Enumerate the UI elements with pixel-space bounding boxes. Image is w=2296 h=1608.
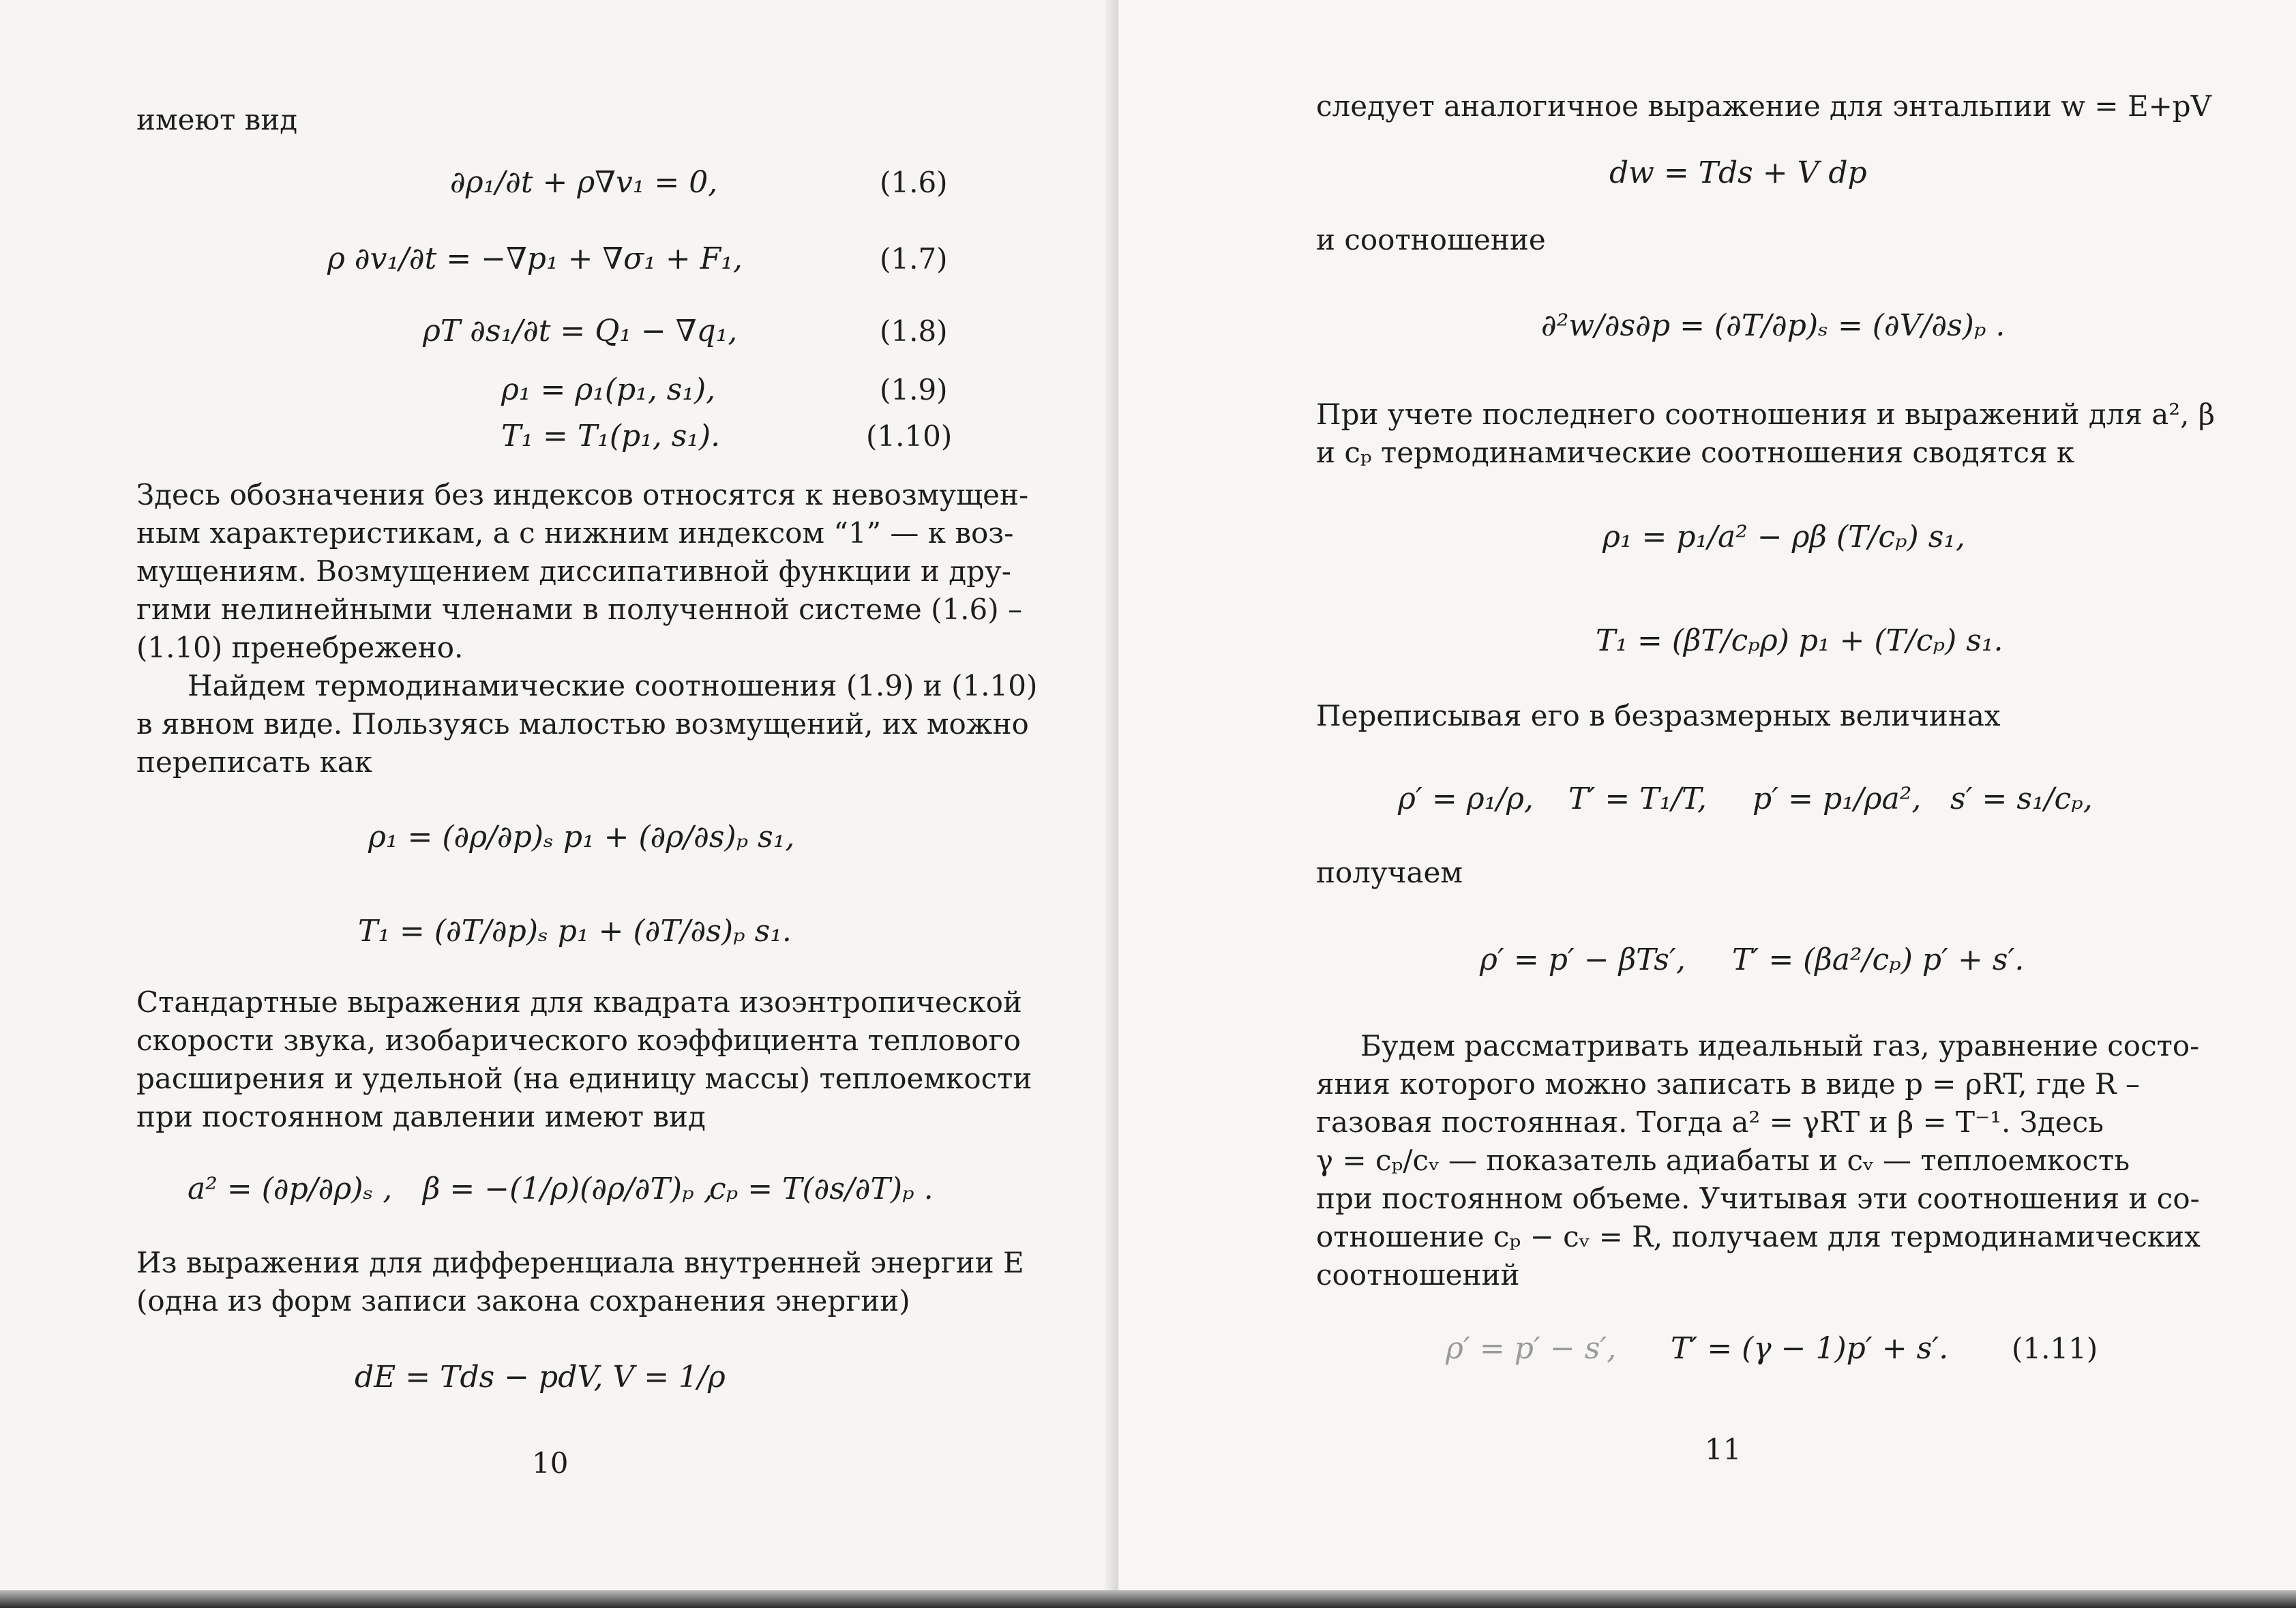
text-line: Здесь обозначения без индексов относятся к невозмущен-: [136, 478, 1029, 511]
text-line: (1.10) пренебрежено.: [136, 631, 464, 664]
text-line: в явном виде. Пользуясь малостью возмущений, их можно: [136, 707, 1029, 741]
equation-p-prime: p′ = p₁/ρa²,: [1753, 781, 1922, 816]
equation-cp: cₚ = T(∂s/∂T)ₚ .: [709, 1172, 934, 1206]
page-number: 10: [532, 1446, 569, 1480]
text-line: Найдем термодинамические соотношения (1.9) и (1.10): [188, 669, 1038, 702]
equation-result-rho: ρ′ = p′ − βTs′,: [1480, 942, 1686, 977]
text-line: Переписывая его в безразмерных величинах: [1316, 699, 2001, 732]
text-line: скорости звука, изобарического коэффициента теплового: [136, 1024, 1021, 1057]
equation-maxwell: ∂²w/∂s∂p = (∂T/∂p)ₛ = (∂V/∂s)ₚ .: [1541, 308, 2006, 343]
equation-dE: dE = Tds − pdV, V = 1/ρ: [355, 1360, 726, 1395]
text-line: переписать как: [136, 745, 373, 779]
equation-rho-prime: ρ′ = ρ₁/ρ,: [1398, 781, 1534, 816]
equation-t1-derivative: T₁ = (∂T/∂p)ₛ p₁ + (∂T/∂s)ₚ s₁.: [358, 914, 792, 949]
text-line: яния которого можно записать в виде p = ρRT, где R –: [1316, 1067, 2141, 1101]
equation-1-7: ρ ∂v₁/∂t = −∇p₁ + ∇σ₁ + F₁,: [327, 241, 743, 276]
equation-rho1-derivative: ρ₁ = (∂ρ/∂p)ₛ p₁ + (∂ρ/∂s)ₚ s₁,: [368, 820, 795, 854]
equation-number: (1.8): [880, 314, 948, 348]
text-line: газовая постоянная. Тогда a² = γRT и β = T⁻¹. Здесь: [1316, 1105, 2104, 1139]
right-page: [1118, 0, 2296, 1608]
text-line: отношение cₚ − cᵥ = R, получаем для термодинамических: [1316, 1220, 2201, 1253]
text-line: Из выражения для дифференциала внутренней энергии E: [136, 1246, 1024, 1279]
equation-rho1-ideal: ρ₁ = p₁/a² − ρβ (T/cₚ) s₁,: [1602, 520, 1965, 554]
equation-1-6: ∂ρ₁/∂t + ρ∇v₁ = 0,: [450, 165, 718, 200]
text-line: Будем рассматривать идеальный газ, уравнение состо-: [1360, 1029, 2200, 1062]
left-page: [0, 0, 1118, 1608]
equation-1-11-rho: ρ′ = p′ − s′,: [1446, 1331, 1617, 1366]
equation-number: (1.6): [880, 166, 948, 199]
text-line: и соотношение: [1316, 223, 1546, 256]
equation-result-t: T′ = (βa²/cₚ) p′ + s′.: [1732, 942, 2025, 977]
equation-1-11-t: T′ = (γ − 1)p′ + s′.: [1671, 1331, 1949, 1366]
equation-t1-ideal: T₁ = (βT/cₚρ) p₁ + (T/cₚ) s₁.: [1596, 623, 2003, 658]
equation-number: (1.11): [2012, 1332, 2098, 1365]
equation-number: (1.9): [880, 373, 948, 406]
equation-number: (1.7): [880, 242, 948, 276]
equation-dw: dw = Tds + V dp: [1609, 155, 1867, 190]
text-line: При учете последнего соотношения и выражений для a², β: [1316, 398, 2216, 431]
page-number: 11: [1705, 1433, 1742, 1466]
text-line: имеют вид: [136, 103, 298, 136]
text-line: получаем: [1316, 856, 1463, 889]
page-bottom-edge: [0, 1590, 2296, 1608]
equation-1-8: ρT ∂s₁/∂t = Q₁ − ∇q₁,: [423, 314, 738, 348]
text-line: гими нелинейными членами в полученной системе (1.6) –: [136, 593, 1022, 626]
text-line: при постоянном объеме. Учитывая эти соотношения и со-: [1316, 1182, 2200, 1215]
text-line: соотношений: [1316, 1258, 1520, 1292]
equation-a2: a² = (∂p/∂ρ)ₛ ,: [188, 1172, 393, 1206]
equation-1-10: T₁ = T₁(p₁, s₁).: [501, 419, 721, 453]
text-line: при постоянном давлении имеют вид: [136, 1100, 706, 1133]
equation-beta: β = −(1/ρ)(∂ρ/∂T)ₚ ,: [423, 1172, 713, 1206]
equation-s-prime: s′ = s₁/cₚ,: [1950, 781, 2093, 816]
text-line: мущениям. Возмущением диссипативной функции и дру-: [136, 554, 1011, 588]
text-line: γ = cₚ/cᵥ — показатель адиабаты и cᵥ — теплоемкость: [1316, 1144, 2130, 1177]
text-line: и cₚ термодинамические соотношения сводятся к: [1316, 436, 2075, 469]
equation-number: (1.10): [866, 419, 953, 453]
text-line: ным характеристикам, а с нижним индексом “1” — к воз-: [136, 516, 1014, 550]
text-line: расширения и удельной (на единицу массы) теплоемкости: [136, 1062, 1032, 1095]
text-line: следует аналогичное выражение для энтальпии w = E+pV: [1316, 89, 2212, 123]
text-line: Стандартные выражения для квадрата изоэнтропической: [136, 985, 1022, 1019]
equation-t-prime: T′ = T₁/T,: [1568, 781, 1707, 816]
equation-1-9: ρ₁ = ρ₁(p₁, s₁),: [501, 372, 716, 407]
text-line: (одна из форм записи закона сохранения энергии): [136, 1284, 910, 1317]
